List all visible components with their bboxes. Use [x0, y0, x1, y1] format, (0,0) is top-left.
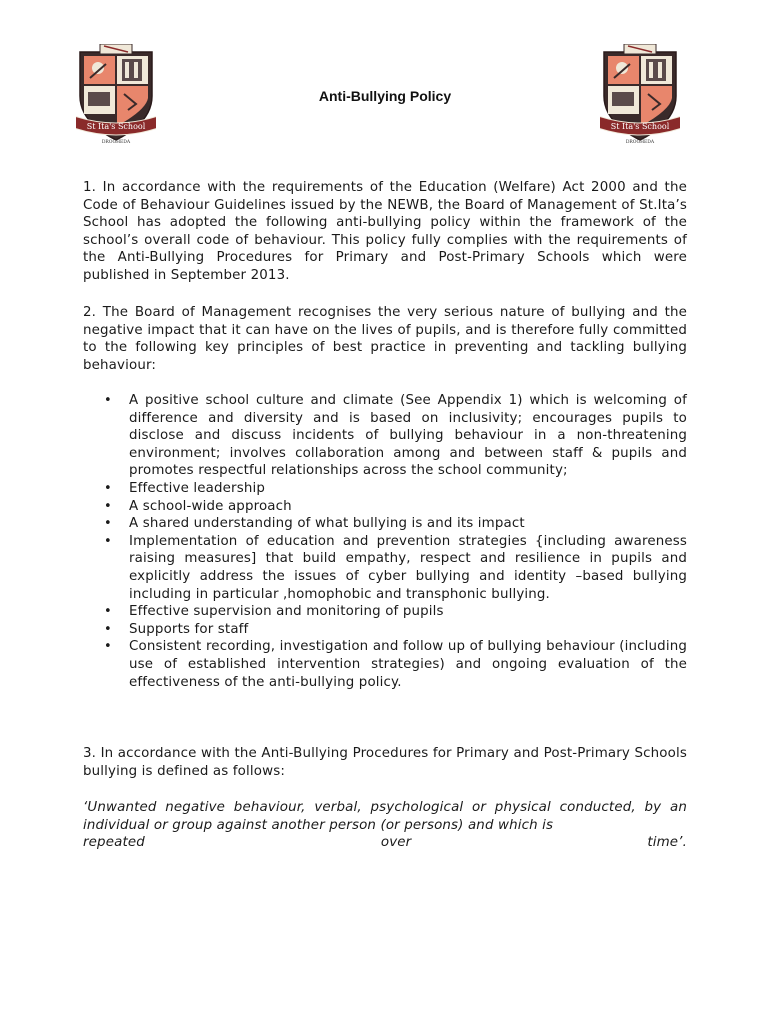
list-item: • Effective supervision and monitoring of pupils — [83, 603, 687, 621]
quote-word: over — [380, 835, 412, 851]
quote-last-line — [83, 834, 687, 852]
principles-list — [83, 392, 687, 691]
list-item: • Effective leadership — [83, 480, 687, 498]
svg-text:DROGHEDA: DROGHEDA — [625, 140, 655, 144]
svg-text:St Ita's School: St Ita's School — [86, 122, 146, 131]
paragraph-1: 1. In accordance with the requirements of the Education (Welfare) Act 2000 and the Code of Behaviour Guidelines issued by the NEWB, the Board of Management of St.Ita’s School has adopted the following anti-bullying policy within the framework of the school’s overall code of behaviour. This policy fully complies with the requirements of the Anti-Bullying Procedures for Primary and Post-Primary Schools which were published in September 2013. — [83, 180, 687, 283]
quote-text: ‘Unwanted negative behaviour, verbal, psychological or physical conducted, by an individual or group against another person (or persons) and which is — [83, 800, 687, 833]
svg-text:St Ita's School: St Ita's School — [610, 122, 670, 131]
list-item: • A shared understanding of what bullying is and its impact — [83, 515, 687, 533]
list-item: • A school-wide approach — [83, 498, 687, 516]
list-item: • Supports for staff — [83, 621, 687, 639]
principles-list-container — [83, 392, 687, 691]
bullying-definition-quote — [83, 799, 687, 852]
paragraph-2: 2. The Board of Management recognises the very serious nature of bullying and the negative impact that it can have on the lives of pupils, and is therefore fully committed to the following key principles of best practice in preventing and tackling bullying behaviour: — [83, 305, 687, 373]
list-item: • Implementation of education and prevention strategies {including awareness raising measures] that build empathy, respect and resilience in pupils and explicitly address the issues of cyber bullying and identity –based bullying including in particular ,homophobic and transphonic bullying. — [83, 533, 687, 603]
document-title: Anti-Bullying Policy — [318, 88, 452, 104]
quote-word: time’. — [647, 835, 687, 851]
list-item: • A positive school culture and climate (See Appendix 1) which is welcoming of difference and diversity and is based on inclusivity; encourages pupils to disclose and discuss incidents of bullying behaviour in a non-threatening environment; involves collaboration among and between staff & pupils and promotes respectful relationships across the school community; — [83, 392, 687, 480]
quote-word: repeated — [83, 835, 145, 851]
svg-text:DROGHEDA: DROGHEDA — [101, 140, 131, 144]
list-item: • Consistent recording, investigation and follow up of bullying behaviour (including use of established intervention strategies) and ongoing evaluation of the effectiveness of the anti-bullying policy. — [83, 638, 687, 691]
paragraph-3: 3. In accordance with the Anti-Bullying Procedures for Primary and Post-Primary Schools bullying is defined as follows: — [83, 746, 687, 779]
